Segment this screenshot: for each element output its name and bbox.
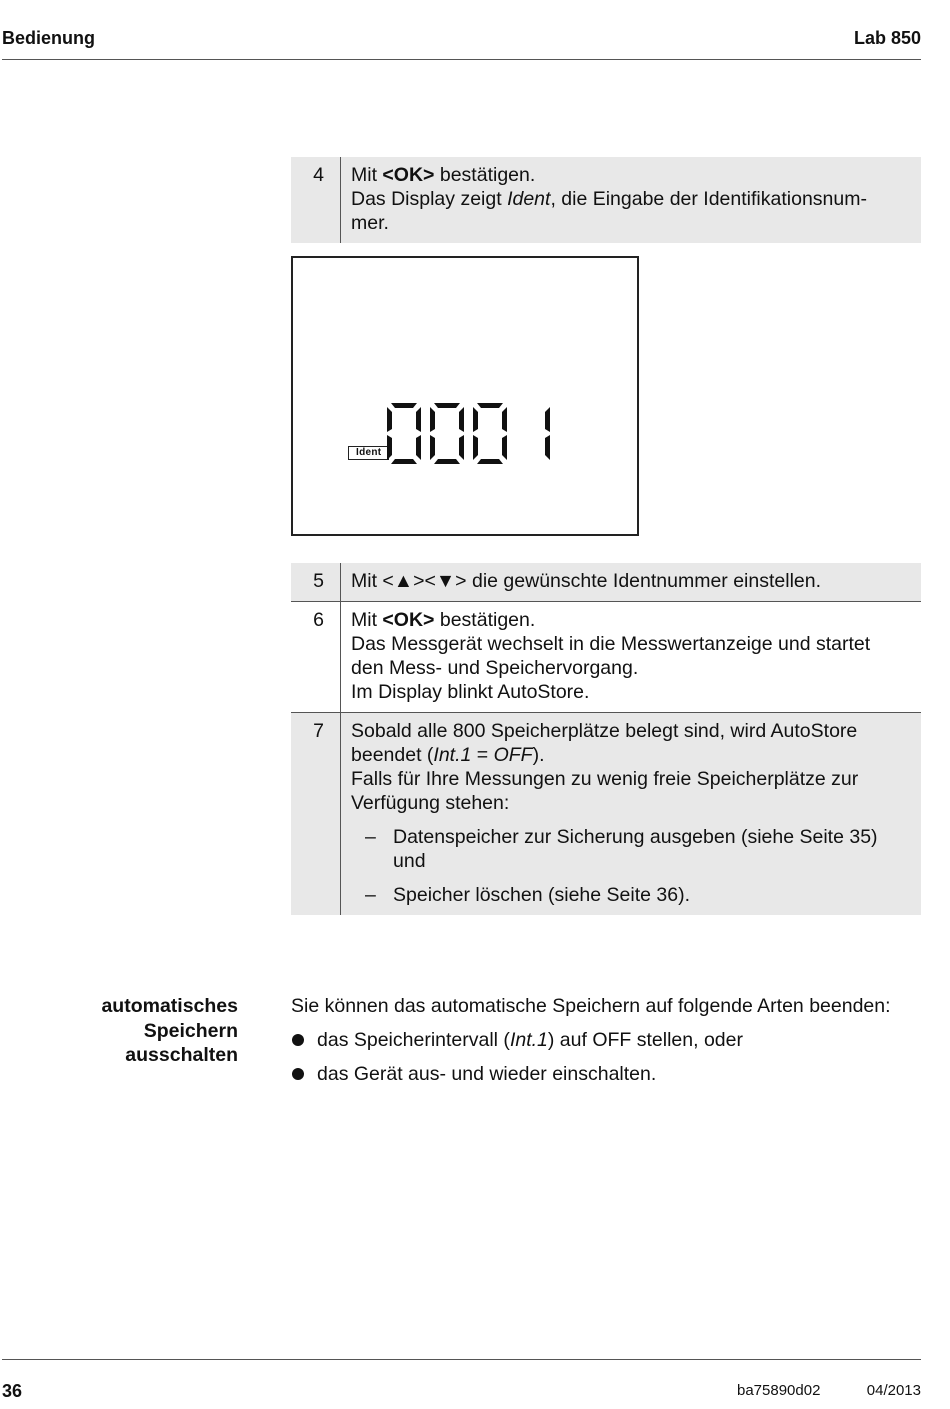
section-body bbox=[291, 994, 931, 1086]
lcd-display-illustration bbox=[291, 256, 639, 536]
page-header bbox=[2, 28, 921, 52]
header-product-name: Lab 850 bbox=[853, 28, 921, 48]
step-number: 7 bbox=[291, 713, 341, 915]
step-number: 4 bbox=[291, 157, 341, 243]
dash-list-item: – Speicher löschen (siehe Seite 36). bbox=[365, 884, 691, 906]
step-row bbox=[291, 563, 921, 601]
step-row bbox=[291, 157, 921, 243]
step-number: 5 bbox=[291, 563, 341, 601]
page-number: 36 bbox=[2, 1381, 23, 1401]
step-text: Mit <OK> bestätigen. Das Messgerät wechselt in die Messwertanzeige und startet den Mess- und Speichervorgang. Im Display blinkt AutoStore. bbox=[351, 609, 871, 703]
step-row bbox=[291, 712, 921, 915]
footer-rule bbox=[2, 1359, 921, 1360]
header-section-title: Bedienung bbox=[2, 28, 95, 48]
bullet-icon bbox=[291, 1062, 317, 1086]
step-row bbox=[291, 601, 921, 712]
step-number: 6 bbox=[291, 602, 341, 712]
header-rule bbox=[2, 59, 921, 60]
bullet-item: das Gerät aus- und wieder einschalten. bbox=[291, 1062, 931, 1086]
step-table-top bbox=[291, 157, 921, 243]
step-text: Mit <▲><▼> die gewünschte Identnummer einstellen. bbox=[351, 570, 822, 592]
ident-indicator: Ident bbox=[348, 446, 389, 460]
section-intro: Sie können das automatische Speichern auf folgende Arten beenden: bbox=[291, 995, 891, 1017]
lcd-digits bbox=[385, 401, 555, 466]
section-side-heading: automatisches Speichern ausschalten bbox=[101, 995, 238, 1066]
step-text: Mit <OK> bestätigen. Das Display zeigt Ident, die Eingabe der Identifikationsnum- mer. bbox=[351, 164, 867, 234]
step-text: Sobald alle 800 Speicherplätze belegt sind, wird AutoStore beendet (Int.1 = OFF). Falls für Ihre Messungen zu wenig freie Speicherplätze zur Verfügung stehen: – Datenspeicher zur Sicherung ausgeben (siehe Seite 35) und – Speicher löschen (siehe Seite 36). bbox=[341, 713, 921, 915]
bullet-item: das Speicherintervall (Int.1) auf OFF stellen, oder bbox=[291, 1028, 931, 1052]
step-table-bottom bbox=[291, 563, 921, 915]
document-id: ba75890d02 bbox=[737, 1382, 821, 1399]
bullet-icon bbox=[291, 1028, 317, 1052]
document-date: 04/2013 bbox=[866, 1382, 921, 1399]
dash-list-item: – Datenspeicher zur Sicherung ausgeben (siehe Seite 35) und bbox=[365, 826, 878, 872]
